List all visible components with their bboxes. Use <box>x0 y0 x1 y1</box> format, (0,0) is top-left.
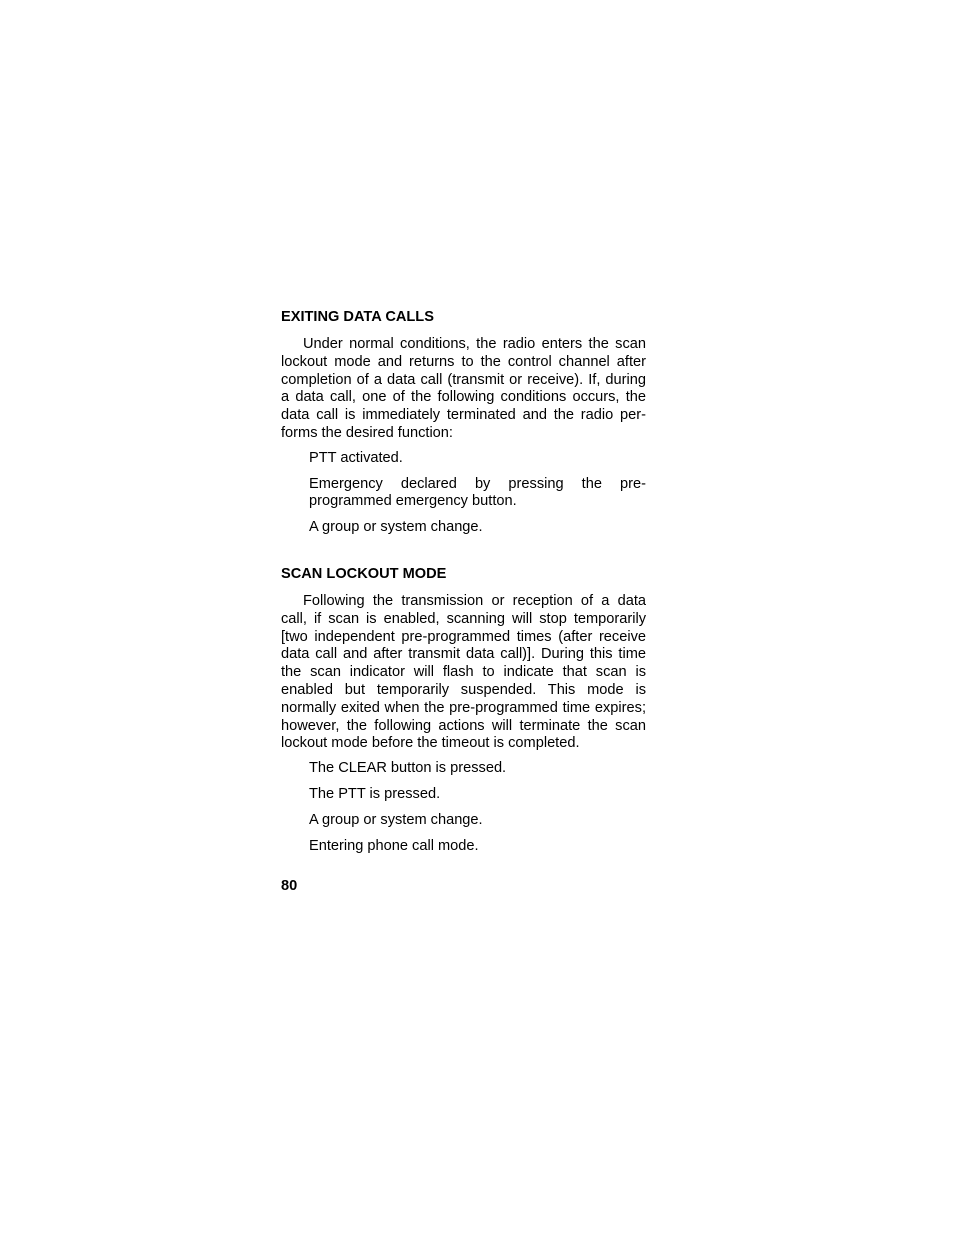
page-number: 80 <box>281 878 298 895</box>
section-gap <box>281 545 646 565</box>
list-item: The PTT is pressed. <box>309 785 441 802</box>
section-heading: SCAN LOCKOUT MODE <box>281 565 447 582</box>
section-heading: EXITING DATA CALLS <box>281 309 434 325</box>
page-content <box>281 308 646 895</box>
list-item: A group or system change. <box>309 811 483 828</box>
section-exiting-data-calls <box>281 308 646 537</box>
list-item: Entering phone call mode. <box>309 837 479 854</box>
section-paragraph: Following the transmission or reception of a data call, if scan is enabled, scanning will stop temporarily [two independent pre-programmed times (after receive data call and after transmit data call)]. During this time the scan indicator will flash to indicate that scan is enabled but temporarily suspended. This mode is normally exited when the pre-programmed time expires; however, the following actions will terminate the scan lockout mode before the timeout is completed. <box>281 592 646 752</box>
list-item: PTT activated. <box>309 449 403 466</box>
list-item: Emergency declared by pressing the pre-programmed emergency button. <box>309 475 646 510</box>
list-item: A group or system change. <box>309 519 483 536</box>
section-paragraph: Under normal conditions, the radio enters the scan lockout mode and returns to the control channel after completion of a data call (transmit or receive). If, during a data call, one of the following conditions occurs, the data call is immediately terminated and the radio per-forms the desired function: <box>281 336 646 441</box>
section-scan-lockout-mode <box>281 565 646 855</box>
list-item: The CLEAR button is pressed. <box>309 760 507 777</box>
